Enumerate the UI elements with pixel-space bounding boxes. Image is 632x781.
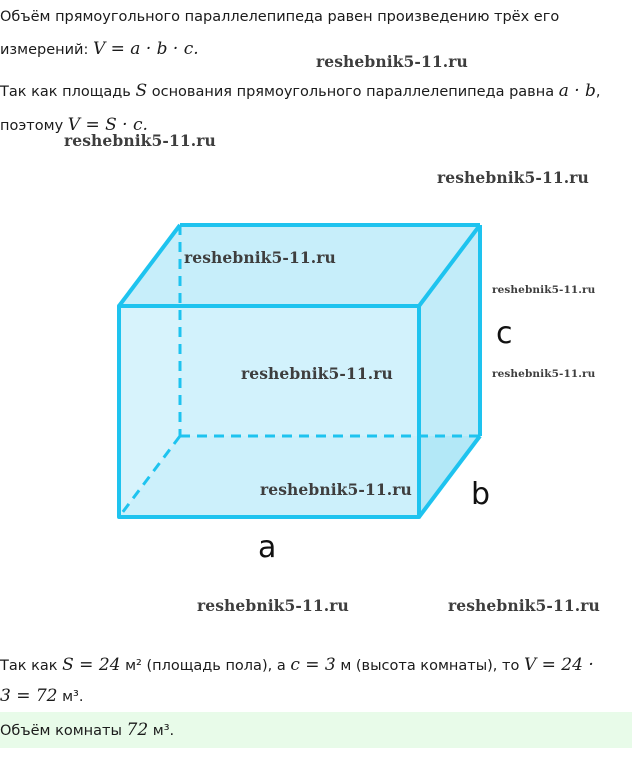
label-a: a: [258, 530, 277, 565]
formula-s: S: [135, 81, 148, 101]
p3-text-a: поэтому: [0, 118, 68, 134]
answer-text: [0, 719, 174, 742]
p1-text-b: измерений:: [0, 42, 93, 58]
watermark: reshebnik5-11.ru: [316, 52, 468, 71]
watermark: reshebnik5-11.ru: [64, 131, 216, 150]
answer-text-b: м³.: [148, 723, 175, 739]
watermark: reshebnik5-11.ru: [260, 480, 412, 499]
p4-text-a: Так как: [0, 658, 63, 674]
watermark: reshebnik5-11.ru: [197, 596, 349, 615]
p4-text-c: м (высота комнаты), то: [335, 658, 524, 674]
formula-ab: a · b: [558, 81, 596, 101]
watermark: reshebnik5-11.ru: [184, 248, 336, 267]
formula-v24: V = 24 ·: [523, 655, 594, 675]
label-c: c: [496, 316, 513, 351]
text-line-5: [0, 654, 594, 677]
p2-text-b: основания прямоугольного параллелепипеда равна: [147, 84, 559, 100]
label-b: b: [471, 477, 491, 512]
p4-text-b: м² (площадь пола), а: [120, 658, 291, 674]
formula-c3: c = 3: [290, 655, 336, 675]
watermark: reshebnik5-11.ru: [241, 364, 393, 383]
p5-text-b: м³.: [57, 689, 84, 705]
p2-text-c: ,: [595, 84, 601, 100]
answer-text-a: Объём комнаты: [0, 723, 127, 739]
formula-s24: S = 24: [62, 655, 121, 675]
formula-volume: V = a · b · c.: [92, 39, 199, 59]
text-line-6: [0, 685, 83, 708]
watermark: reshebnik5-11.ru: [437, 168, 589, 187]
answer-value: 72: [126, 720, 149, 740]
p1-text: Объём прямоугольного параллелепипеда равен произведению трёх его: [0, 9, 560, 25]
watermark: reshebnik5-11.ru: [492, 284, 596, 296]
watermark: reshebnik5-11.ru: [492, 368, 596, 380]
watermark: reshebnik5-11.ru: [448, 596, 600, 615]
p2-text-a: Так как площадь: [0, 84, 136, 100]
formula-vsc: V = S · c.: [67, 115, 148, 135]
formula-72: 3 = 72: [0, 686, 58, 706]
answer-box: [0, 712, 632, 748]
